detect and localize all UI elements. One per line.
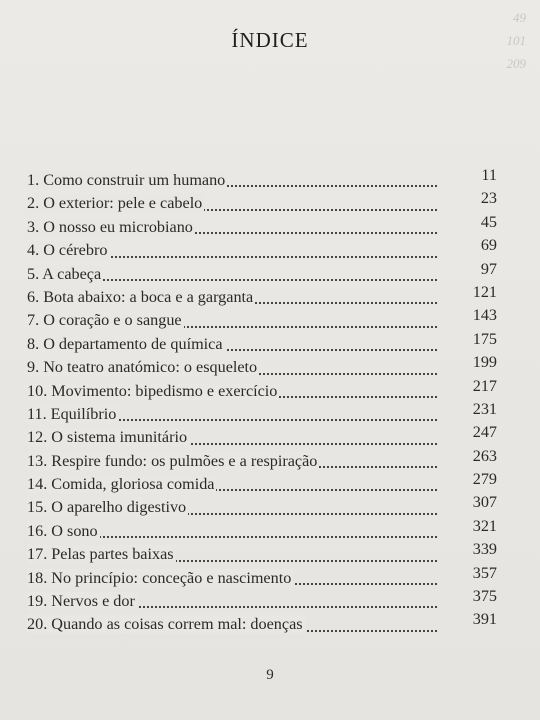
toc-entry-page: 121 — [472, 282, 497, 301]
toc-entry-page: 45 — [480, 212, 497, 231]
toc-entry-page: 231 — [472, 399, 497, 418]
toc-entry[interactable] — [27, 259, 497, 286]
toc-entry-label: 20. Quando as coisas correm mal: doenças — [27, 615, 303, 634]
table-of-contents — [27, 166, 497, 637]
toc-entry-page: 97 — [480, 259, 497, 278]
bleed-line: 49 — [513, 10, 526, 25]
toc-entry-page: 375 — [472, 587, 497, 606]
toc-entry-label: 14. Comida, gloriosa comida — [27, 475, 215, 494]
toc-entry-label: 8. O departamento de química — [27, 334, 223, 353]
toc-entry-label: 7. O coração e o sangue — [27, 311, 182, 330]
toc-entry-label: 18. No princípio: conceção e nascimento — [27, 568, 292, 587]
toc-entry[interactable] — [27, 329, 497, 356]
toc-entry[interactable] — [27, 189, 497, 215]
toc-entry-label: 5. A cabeça — [27, 264, 102, 283]
toc-entry-label: 13. Respire fundo: os pulmões e a respiração — [27, 451, 318, 470]
page-number: 9 — [266, 667, 274, 683]
toc-entry[interactable] — [27, 446, 497, 473]
toc-entry-page: 339 — [472, 540, 497, 559]
bleed-line: 101 — [506, 33, 526, 48]
toc-entry-page: 175 — [472, 329, 497, 348]
toc-entry-label: 15. O aparelho digestivo — [27, 498, 187, 517]
toc-entry[interactable] — [27, 399, 497, 426]
toc-entry-page: 11 — [481, 166, 497, 184]
bleed-line: 209 — [506, 56, 526, 71]
toc-entry-label: 17. Pelas partes baixas — [27, 545, 174, 564]
toc-entry-page: 247 — [472, 423, 497, 442]
toc-entry[interactable] — [27, 212, 497, 239]
toc-entry[interactable] — [27, 236, 497, 262]
toc-entry-page: 23 — [480, 189, 497, 208]
toc-entry[interactable] — [27, 493, 497, 519]
toc-entry-page: 69 — [480, 236, 497, 255]
toc-entry-page: 263 — [472, 446, 497, 465]
toc-entry-label: 12. O sistema imunitário — [27, 428, 188, 447]
toc-entry[interactable] — [27, 563, 497, 590]
toc-entry-label: 10. Movimento: bipedismo e exercício — [27, 381, 278, 400]
toc-entry[interactable] — [27, 282, 497, 309]
index-title: ÍNDICE — [231, 28, 309, 52]
toc-entry-page: 307 — [472, 493, 497, 512]
toc-entry[interactable] — [27, 376, 497, 403]
toc-entry-label: 6. Bota abaixo: a boca e a garganta — [27, 287, 254, 306]
toc-entry[interactable] — [27, 423, 497, 449]
toc-entry-page: 357 — [472, 563, 497, 582]
toc-entry-label: 9. No teatro anatómico: o esqueleto — [27, 358, 258, 377]
toc-entry-page: 391 — [472, 610, 497, 629]
toc-entry[interactable] — [27, 353, 497, 379]
toc-entry[interactable] — [27, 540, 497, 566]
toc-entry-label: 16. O sono — [27, 521, 98, 540]
toc-entry-page: 279 — [472, 470, 497, 489]
toc-entry-page: 321 — [472, 516, 497, 535]
toc-entry[interactable] — [27, 306, 497, 332]
toc-entry[interactable] — [27, 587, 497, 613]
toc-entry[interactable] — [27, 610, 497, 636]
toc-entry-page: 217 — [472, 376, 497, 395]
toc-entry-label: 4. O cérebro — [27, 241, 108, 260]
toc-entry-label: 19. Nervos e dor — [27, 592, 135, 611]
toc-entry[interactable] — [27, 516, 497, 543]
toc-entry[interactable] — [27, 166, 497, 192]
toc-entry[interactable] — [27, 470, 497, 496]
toc-entry-page: 199 — [472, 353, 497, 372]
toc-entry-label: 11. Equilíbrio — [27, 404, 117, 423]
toc-entry-label: 2. O exterior: pele e cabelo — [27, 194, 203, 213]
toc-entry-label: 3. O nosso eu microbiano — [27, 217, 193, 236]
toc-entry-label: 1. Como construir um humano — [27, 171, 226, 189]
toc-entry-page: 143 — [472, 306, 497, 325]
